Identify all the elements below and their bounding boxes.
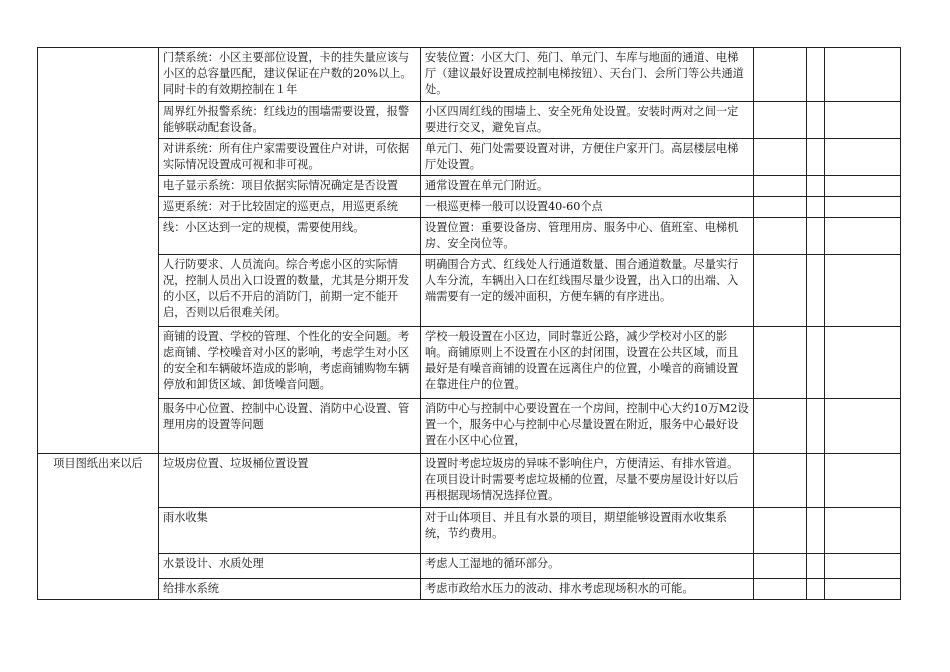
check-cell: [825, 139, 901, 176]
check-cell: [807, 255, 825, 327]
check-cell: [825, 176, 901, 197]
note-cell: 学校一般设置在小区边，同时靠近公路，减少学校对小区的影响。商铺原则上不设置在小区的封闭围，设置在公共区域，而且最好是有噪音商铺的设置在远离住户的位置，小噪音的商铺设置在靠进住户的位置。: [421, 327, 754, 399]
table-row: [38, 176, 901, 197]
note-cell: 小区四周红线的围墙上、安全死角处设置。安装时两对之间一定要进行交叉，避免盲点。: [421, 102, 754, 139]
check-cell: [825, 508, 901, 554]
check-cell: [825, 48, 901, 102]
check-cell: [754, 218, 807, 255]
note-cell: 设置时考虑垃圾房的异味不影响住户，方便清运、有排水管道。在项目设计时需要考虑垃圾桶的位置，尽量不要房屋设计好以后再根据现场情况选择位置。: [421, 454, 754, 508]
item-cell: 巡更系统：对于比较固定的巡更点，用巡更系统: [159, 197, 421, 218]
check-cell: [754, 554, 807, 579]
table-row: [38, 48, 901, 102]
check-cell: [807, 102, 825, 139]
check-cell: [754, 579, 807, 600]
item-cell: 对讲系统：所有住户家需要设置住户对讲，可依据实际情况设置成可视和非可视。: [159, 139, 421, 176]
check-cell: [825, 399, 901, 454]
item-cell: 水景设计、水质处理: [159, 554, 421, 579]
note-cell: 一根巡更棒一般可以设置40-60个点: [421, 197, 754, 218]
check-cell: [754, 197, 807, 218]
table-row: [38, 554, 901, 579]
check-cell: [754, 139, 807, 176]
check-cell: [825, 255, 901, 327]
check-cell: [754, 508, 807, 554]
note-cell: 安装位置：小区大门、苑门、单元门、车库与地面的通道、电梯厅（建议最好设置成控制电梯按钮）、天台门、会所门等公共通道处。: [421, 48, 754, 102]
item-cell: 线：小区达到一定的规模，需要使用线。: [159, 218, 421, 255]
table-row: [38, 579, 901, 600]
check-cell: [807, 139, 825, 176]
note-cell: 单元门、苑门处需要设置对讲，方便住户家开门。高层楼层电梯厅处设置。: [421, 139, 754, 176]
item-cell: 服务中心位置、控制中心设置、消防中心设置、管理用房的设置等问题: [159, 399, 421, 454]
table-row: [38, 218, 901, 255]
item-cell: 给排水系统: [159, 579, 421, 600]
check-cell: [807, 508, 825, 554]
note-cell: 考虑人工湿地的循环部分。: [421, 554, 754, 579]
note-cell: 明确围合方式、红线处人行通道数量、围合通道数量。尽量实行人车分流，车辆出入口在红线围尽量少设置，出入口的出端、入端需要有一定的缓冲面积，方便车辆的有序进出。: [421, 255, 754, 327]
section-label: 项目图纸出来以后: [38, 454, 159, 600]
item-cell: 商铺的设置、学校的管理、个性化的安全问题。考虑商铺、学校噪音对小区的影响，考虑学生对小区的安全和车辆破坏造成的影响，考虑商铺购物车辆停放和卸货区域、卸货噪音问题。: [159, 327, 421, 399]
item-cell: 门禁系统：小区主要部位设置，卡的挂失量应该与小区的总容量匹配，建议保证在户数的20%以上。同时卡的有效期控制在１年: [159, 48, 421, 102]
check-cell: [807, 48, 825, 102]
table-row: [38, 327, 901, 399]
check-cell: [807, 327, 825, 399]
check-cell: [754, 255, 807, 327]
table-row: [38, 102, 901, 139]
table-row: [38, 255, 901, 327]
table-row: [38, 197, 901, 218]
note-cell: 消防中心与控制中心要设置在一个房间，控制中心大约10万M2设置一个，服务中心与控制中心尽量设置在附近，服务中心最好设置在小区中心位置，: [421, 399, 754, 454]
section-cell-empty: [38, 48, 159, 454]
check-cell: [807, 554, 825, 579]
check-cell: [807, 399, 825, 454]
check-cell: [825, 197, 901, 218]
item-cell: 人行防要求、人员流向。综合考虑小区的实际情况，控制人员出入口设置的数量，尤其是分期开发的小区，以后不开启的消防门，前期一定不能开启，否则以后很难关闭。: [159, 255, 421, 327]
note-cell: 对于山体项目、并且有水景的项目，期望能够设置雨水收集系统，节约费用。: [421, 508, 754, 554]
check-cell: [807, 218, 825, 255]
item-cell: 周界红外报警系统：红线边的围墙需要设置，报警能够联动配套设备。: [159, 102, 421, 139]
checklist-table: [37, 47, 901, 600]
check-cell: [807, 454, 825, 508]
check-cell: [825, 327, 901, 399]
note-cell: 通常设置在单元门附近。: [421, 176, 754, 197]
note-cell: 设置位置：重要设备房、管理用房、服务中心、值班室、电梯机房、安全岗位等。: [421, 218, 754, 255]
check-cell: [825, 554, 901, 579]
check-cell: [807, 579, 825, 600]
check-cell: [754, 399, 807, 454]
check-cell: [825, 218, 901, 255]
check-cell: [825, 454, 901, 508]
check-cell: [754, 102, 807, 139]
note-cell: 考虑市政给水压力的波动、排水考虑现场积水的可能。: [421, 579, 754, 600]
table-row: [38, 454, 901, 508]
table-row: [38, 399, 901, 454]
check-cell: [825, 102, 901, 139]
check-cell: [807, 197, 825, 218]
item-cell: 垃圾房位置、垃圾桶位置设置: [159, 454, 421, 508]
table-row: [38, 139, 901, 176]
item-cell: 雨水收集: [159, 508, 421, 554]
item-cell: 电子显示系统：项目依据实际情况确定是否设置: [159, 176, 421, 197]
check-cell: [754, 48, 807, 102]
table-row: [38, 508, 901, 554]
check-cell: [754, 454, 807, 508]
check-cell: [807, 176, 825, 197]
check-cell: [825, 579, 901, 600]
check-cell: [754, 327, 807, 399]
check-cell: [754, 176, 807, 197]
